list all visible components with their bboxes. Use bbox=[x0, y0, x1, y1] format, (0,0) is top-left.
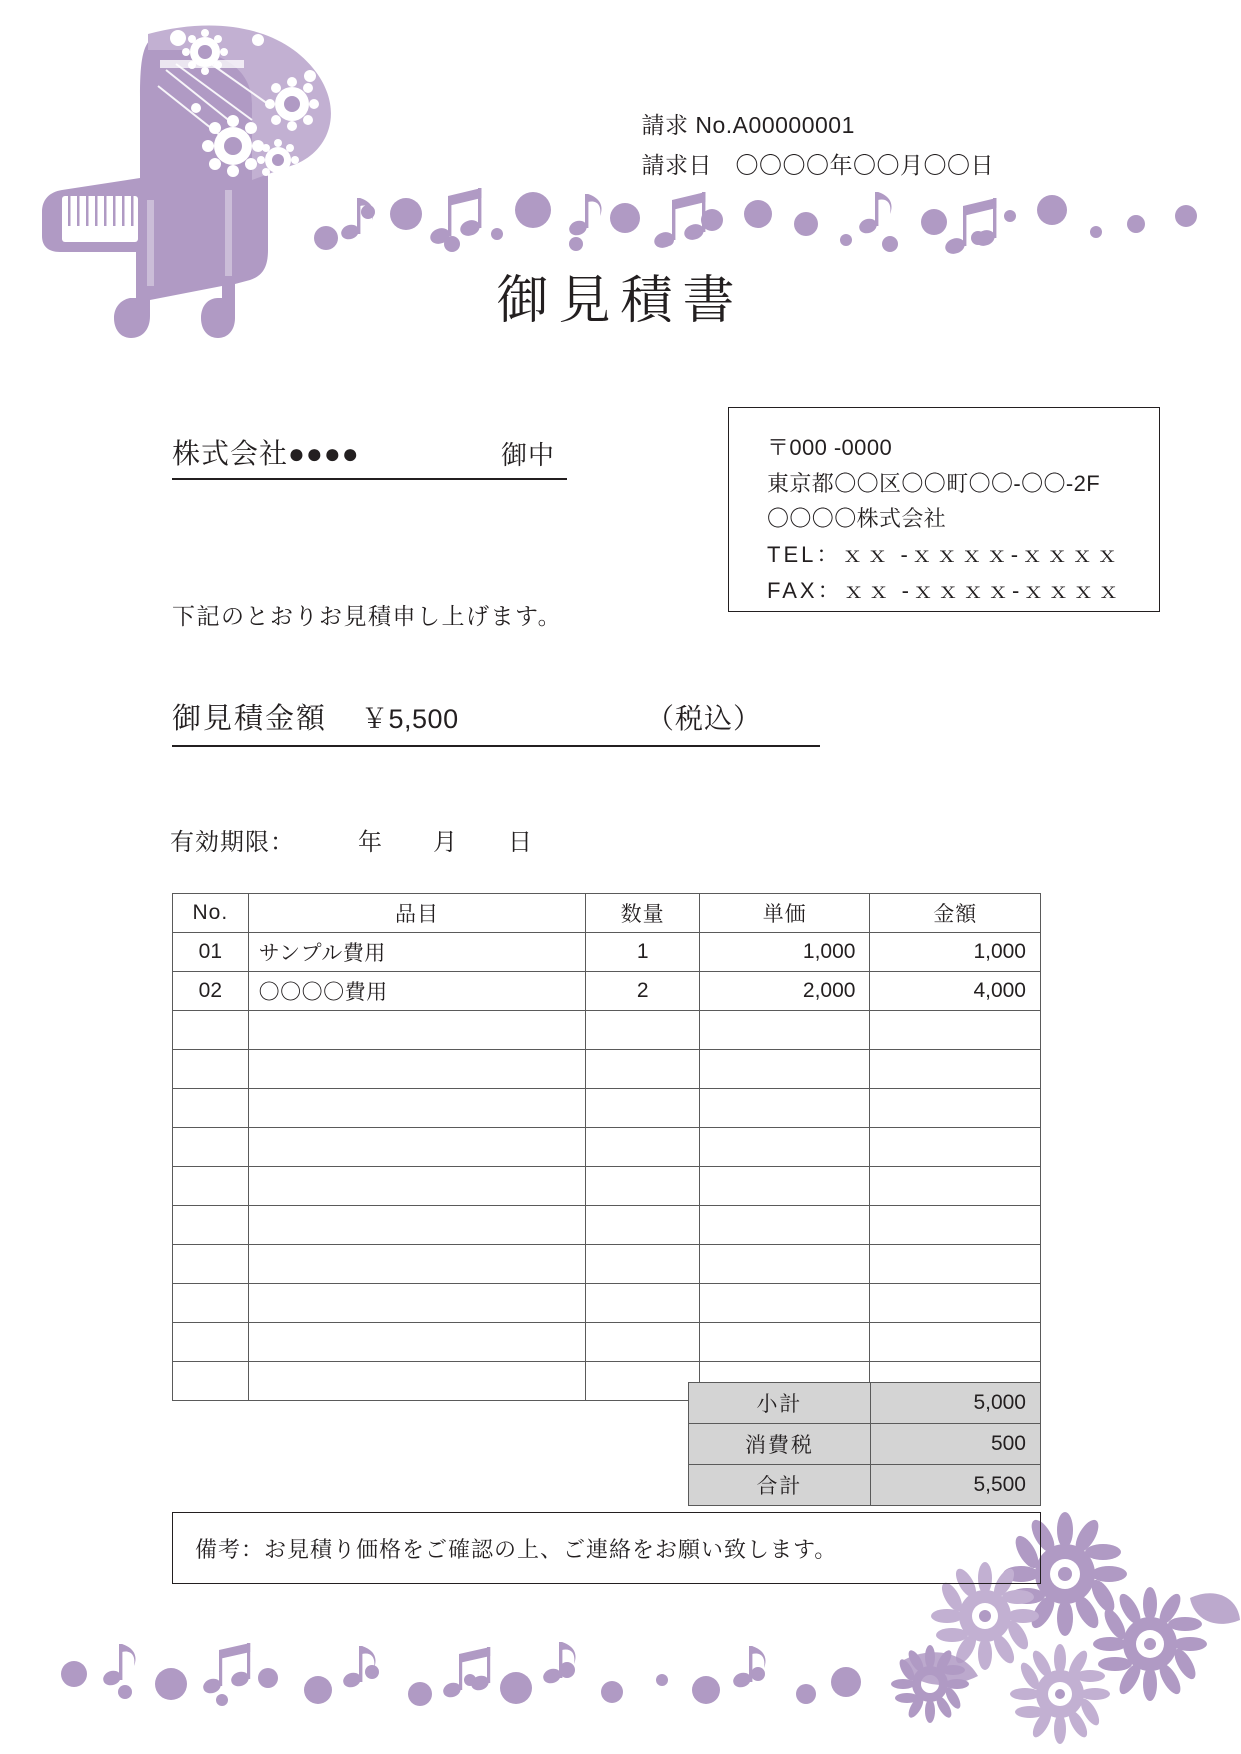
cell-amount bbox=[870, 1206, 1041, 1245]
subtotal-label: 小計 bbox=[689, 1383, 871, 1424]
lead-text: 下記のとおりお見積申し上げます。 bbox=[172, 603, 563, 629]
cell-unit-price bbox=[699, 1284, 870, 1323]
cell-item bbox=[248, 1284, 586, 1323]
recipient-line bbox=[172, 432, 567, 480]
recipient-honorific: 御中 bbox=[500, 440, 555, 470]
cell-amount bbox=[870, 1323, 1041, 1362]
cell-no bbox=[173, 1089, 249, 1128]
header-amount: 金額 bbox=[870, 894, 1041, 933]
cell-item bbox=[248, 1362, 586, 1401]
cell-qty bbox=[586, 1089, 700, 1128]
page-title bbox=[0, 258, 1241, 333]
sender-info-box bbox=[728, 407, 1160, 612]
cell-qty bbox=[586, 1323, 700, 1362]
page-title-text: 御見積書 bbox=[496, 272, 745, 330]
items-table-header-row bbox=[173, 894, 1041, 933]
remarks-text: 備考：お見積り価格をご確認の上、ご連絡をお願い致します。 bbox=[195, 1536, 838, 1562]
items-table-body bbox=[173, 933, 1041, 1401]
tax-value: 500 bbox=[870, 1424, 1040, 1465]
cell-no bbox=[173, 1167, 249, 1206]
table-row[interactable] bbox=[173, 1089, 1041, 1128]
estimate-amount-value: ￥5,500 bbox=[361, 704, 459, 734]
table-row[interactable] bbox=[173, 1050, 1041, 1089]
cell-no bbox=[173, 1011, 249, 1050]
subtotal-value: 5,000 bbox=[870, 1383, 1040, 1424]
cell-item: 〇〇〇〇費用 bbox=[248, 972, 586, 1011]
table-row[interactable] bbox=[173, 1128, 1041, 1167]
estimate-amount-label: 御見積金額 bbox=[172, 703, 328, 735]
cell-unit-price bbox=[699, 1323, 870, 1362]
estimate-amount-line bbox=[172, 696, 820, 747]
cell-no bbox=[173, 1362, 249, 1401]
table-row[interactable] bbox=[173, 933, 1041, 972]
cell-unit-price bbox=[699, 1206, 870, 1245]
cell-unit-price bbox=[699, 1245, 870, 1284]
cell-unit-price bbox=[699, 1167, 870, 1206]
cell-amount: 4,000 bbox=[870, 972, 1041, 1011]
cell-item bbox=[248, 1245, 586, 1284]
cell-unit-price bbox=[699, 1089, 870, 1128]
cell-item bbox=[248, 1089, 586, 1128]
cell-qty bbox=[586, 1245, 700, 1284]
tax-label: 消費税 bbox=[689, 1424, 871, 1465]
cell-amount: 1,000 bbox=[870, 933, 1041, 972]
invoice-date: 請求日 〇〇〇〇年〇〇月〇〇日 bbox=[641, 152, 994, 179]
header-item: 品目 bbox=[248, 894, 586, 933]
cell-amount bbox=[870, 1089, 1041, 1128]
sender-company: 〇〇〇〇株式会社 bbox=[767, 506, 947, 532]
table-row[interactable] bbox=[173, 1011, 1041, 1050]
cell-qty bbox=[586, 1362, 700, 1401]
cell-amount bbox=[870, 1050, 1041, 1089]
cell-no bbox=[173, 1128, 249, 1167]
cell-amount bbox=[870, 1167, 1041, 1206]
cell-unit-price: 2,000 bbox=[699, 972, 870, 1011]
items-table bbox=[172, 893, 1041, 1401]
cell-unit-price bbox=[699, 1050, 870, 1089]
cell-amount bbox=[870, 1011, 1041, 1050]
table-row[interactable] bbox=[173, 1167, 1041, 1206]
cell-item bbox=[248, 1167, 586, 1206]
cell-no: 01 bbox=[173, 933, 249, 972]
grandtotal-label: 合計 bbox=[689, 1465, 871, 1506]
cell-qty bbox=[586, 1167, 700, 1206]
totals-row-grandtotal bbox=[689, 1465, 1041, 1506]
cell-item bbox=[248, 1323, 586, 1362]
cell-no bbox=[173, 1245, 249, 1284]
validity-line: 有効期限： 年 月 日 bbox=[170, 829, 533, 856]
totals-row-subtotal bbox=[689, 1383, 1041, 1424]
sender-postal-code: 〒000 -0000 bbox=[767, 435, 893, 460]
table-row[interactable] bbox=[173, 1284, 1041, 1323]
cell-unit-price: 1,000 bbox=[699, 933, 870, 972]
cell-item bbox=[248, 1011, 586, 1050]
invoice-number: 請求 No.A00000001 bbox=[641, 112, 855, 138]
cell-qty bbox=[586, 1206, 700, 1245]
cell-item: サンプル費用 bbox=[248, 933, 586, 972]
cell-no bbox=[173, 1206, 249, 1245]
cell-unit-price bbox=[699, 1011, 870, 1050]
cell-qty bbox=[586, 1050, 700, 1089]
estimate-amount-tax-note: （税込） bbox=[645, 703, 762, 734]
cell-qty: 1 bbox=[586, 933, 700, 972]
grandtotal-value: 5,500 bbox=[870, 1465, 1040, 1506]
cell-no bbox=[173, 1050, 249, 1089]
header-no: No. bbox=[173, 894, 249, 933]
cell-item bbox=[248, 1128, 586, 1167]
cell-no bbox=[173, 1323, 249, 1362]
cell-item bbox=[248, 1206, 586, 1245]
sender-fax: FAX：ｘｘ -ｘｘｘｘ-ｘｘｘｘ bbox=[767, 577, 1123, 603]
cell-item bbox=[248, 1050, 586, 1089]
table-row[interactable] bbox=[173, 972, 1041, 1011]
cell-qty bbox=[586, 1128, 700, 1167]
cell-amount bbox=[870, 1245, 1041, 1284]
cell-amount bbox=[870, 1128, 1041, 1167]
table-row[interactable] bbox=[173, 1323, 1041, 1362]
header-qty: 数量 bbox=[586, 894, 700, 933]
recipient-name: 株式会社●●●● bbox=[172, 438, 360, 469]
sender-tel: TEL：ｘｘ -ｘｘｘｘ-ｘｘｘｘ bbox=[767, 541, 1122, 567]
cell-unit-price bbox=[699, 1128, 870, 1167]
document-meta bbox=[642, 105, 995, 186]
cell-amount bbox=[870, 1284, 1041, 1323]
sender-address: 東京都〇〇区〇〇町〇〇-〇〇-2F bbox=[767, 470, 1101, 496]
totals-table bbox=[688, 1382, 1041, 1506]
table-row[interactable] bbox=[173, 1206, 1041, 1245]
remarks-box bbox=[172, 1512, 1041, 1584]
cell-no bbox=[173, 1284, 249, 1323]
cell-qty bbox=[586, 1284, 700, 1323]
cell-qty bbox=[586, 1011, 700, 1050]
cell-no: 02 bbox=[173, 972, 249, 1011]
header-unit-price: 単価 bbox=[699, 894, 870, 933]
table-row[interactable] bbox=[173, 1245, 1041, 1284]
totals-row-tax bbox=[689, 1424, 1041, 1465]
cell-qty: 2 bbox=[586, 972, 700, 1011]
